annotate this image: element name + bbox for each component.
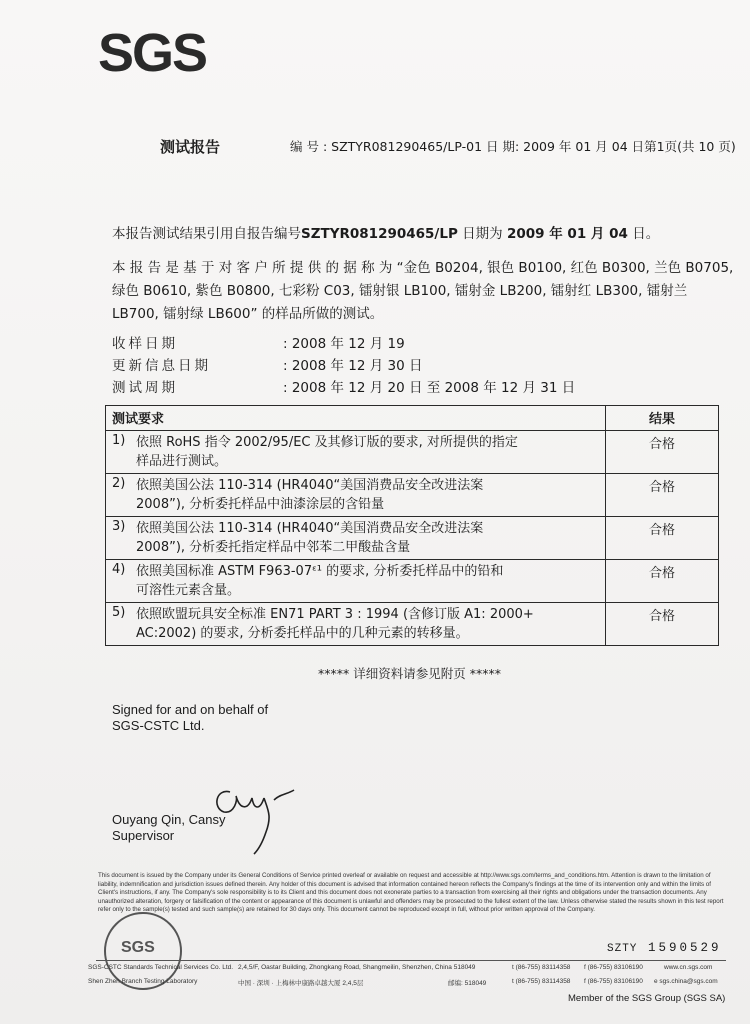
intro-reference-line xyxy=(112,222,659,242)
table-row xyxy=(106,560,719,603)
footer-tel-2: t (86-755) 83114358 xyxy=(512,978,571,985)
requirement-text: 依照美国公法 110-314 (HR4040“美国消费品安全改进法案 xyxy=(136,478,484,493)
footer-postcode: 邮编: 518049 xyxy=(448,980,487,987)
footer-email: e sgs.china@sgs.com xyxy=(654,978,718,985)
footer-divider xyxy=(96,960,726,961)
serial-number: 1590529 xyxy=(648,941,722,955)
row-number: 3) xyxy=(112,519,126,534)
updated-date-value: : 2008 年 12 月 30 日 xyxy=(283,358,423,374)
footer-company-en: SGS-CSTC Standards Technical Services Co. Ltd. xyxy=(88,964,234,971)
requirement-text: 依照 RoHS 指令 2002/95/EC 及其修订版的要求, 对所提供的指定 xyxy=(136,435,518,450)
footer-address-cn: 中国 · 深圳 · 上梅林中康路卓越大厦 2,4,5层 xyxy=(238,980,364,987)
requirement-text: 2008”), 分析委托指定样品中邻苯二甲酸盐含量 xyxy=(136,540,411,555)
row-number: 5) xyxy=(112,605,126,620)
footer-address-en: 2,4,5/F, Oastar Building, Zhongkang Road, Shangmeilin, Shenzhen, China 518049 xyxy=(238,964,476,971)
table-row xyxy=(106,517,719,560)
requirement-text: 2008”), 分析委托样品中油漆涂层的含铅量 xyxy=(136,497,385,512)
footer-company-cn: Shen Zhen Branch Testing Laboratory xyxy=(88,978,198,985)
requirement-text: AC:2002) 的要求, 分析委托样品中的几种元素的转移量。 xyxy=(136,626,469,641)
requirement-text: 依照美国公法 110-314 (HR4040“美国消费品安全改进法案 xyxy=(136,521,484,536)
company-name: SGS-CSTC Ltd. xyxy=(112,718,205,733)
requirement-text: 依照欧盟玩具安全标准 EN71 PART 3 : 1994 (含修订版 A1: 2000+ xyxy=(136,607,534,622)
intro-prefix: 本报告测试结果引用自报告编号 xyxy=(112,226,301,242)
sgs-group-member: Member of the SGS Group (SGS SA) xyxy=(568,993,726,1004)
see-attached-note: ***** 详细资料请参见附页 ***** xyxy=(318,666,501,681)
sample-description-line-2: 绿色 B0610, 紫色 B0800, 七彩粉 C03, 镭射银 LB100, 镭射金 LB200, 镭射红 LB300, 镭射兰 xyxy=(112,283,688,299)
serial-label: SZTY xyxy=(607,943,638,955)
sample-description-line-1: 本 报 告 是 基 于 对 客 户 所 提 供 的 据 称 为 “金色 B0204, 银色 B0100, 红色 B0300, 兰色 B0705, xyxy=(112,260,734,276)
row-number: 1) xyxy=(112,433,126,448)
test-period-label: 测试周期 xyxy=(112,380,178,396)
report-number-date: 编 号 : SZTYR081290465/LP-01 日 期: 2009 年 01 月 04 日第1页(共 10 页) xyxy=(290,139,736,154)
footer-fax-2: f (86-755) 83106190 xyxy=(584,978,643,985)
table-row xyxy=(106,474,719,517)
row-number: 2) xyxy=(112,476,126,491)
requirements-header: 测试要求 xyxy=(106,406,606,431)
signatory-name: Ouyang Qin, Cansy xyxy=(112,812,226,827)
table-row xyxy=(106,431,719,474)
result-cell: 合格 xyxy=(606,560,719,603)
result-cell: 合格 xyxy=(606,431,719,474)
sample-description-line-3: LB700, 镭射绿 LB600” 的样品所做的测试。 xyxy=(112,306,384,322)
intro-date: 2009 年 01 月 04 xyxy=(506,226,628,242)
table-row xyxy=(106,603,719,646)
table-header-row xyxy=(106,406,719,431)
result-header: 结果 xyxy=(606,406,719,431)
result-cell: 合格 xyxy=(606,474,719,517)
row-number: 4) xyxy=(112,562,126,577)
intro-suffix: 日。 xyxy=(627,226,660,242)
received-date-value: : 2008 年 12 月 19 xyxy=(283,336,405,352)
test-period-value: : 2008 年 12 月 20 日 至 2008 年 12 月 31 日 xyxy=(283,380,576,396)
report-title: 测试报告 xyxy=(160,138,221,156)
footer-fax-1: f (86-755) 83106190 xyxy=(584,964,643,971)
sgs-logo: SGS xyxy=(98,23,207,83)
requirement-text: 依照美国标准 ASTM F963-07ᵋ¹ 的要求, 分析委托样品中的铅和 xyxy=(136,564,504,579)
stamp-text: SGS xyxy=(121,939,155,956)
requirement-text: 样品进行测试。 xyxy=(136,454,228,469)
terms-fine-print: This document is issued by the Company under its General Conditions of Service printed overleaf or available on request and accessible at http://www.sgs.com/terms_and_conditions.htm. Attention is drawn to the limitation of liability, indemnification and jurisdiction issues defined therein. Any holder of this document is advised that information contained hereon reflects the Company's findings at the time of its intervention only and within the limits of Client's instructions, if any. The Company's sole responsibility is to its Client and this document does not exonerate parties to a transaction from exercising all their rights and obligations under the transaction documents. Any unauthorized alteration, forgery or falsification of the content or appearance of this document is unlawful and offenders may be prosecuted to the fullest extent of the law. Unless otherwise stated the results shown in this test report refer only to the sample(s) tested and such sample(s) are retained for 30 days only. This document cannot be reproduced except in full, without prior written approval of the Company. xyxy=(98,872,724,914)
requirement-text: 可溶性元素含量。 xyxy=(136,583,241,598)
received-date-label: 收样日期 xyxy=(112,336,178,352)
result-cell: 合格 xyxy=(606,603,719,646)
footer-website: www.cn.sgs.com xyxy=(664,964,713,971)
result-cell: 合格 xyxy=(606,517,719,560)
intro-ref-number: SZTYR081290465/LP xyxy=(301,226,458,242)
signatory-title: Supervisor xyxy=(112,828,175,843)
footer-tel-1: t (86-755) 83114358 xyxy=(512,964,571,971)
test-requirements-table xyxy=(105,405,719,646)
intro-mid: 日期为 xyxy=(457,226,507,242)
signed-for-line: Signed for and on behalf of xyxy=(112,702,269,717)
updated-date-label: 更新信息日期 xyxy=(112,358,211,374)
